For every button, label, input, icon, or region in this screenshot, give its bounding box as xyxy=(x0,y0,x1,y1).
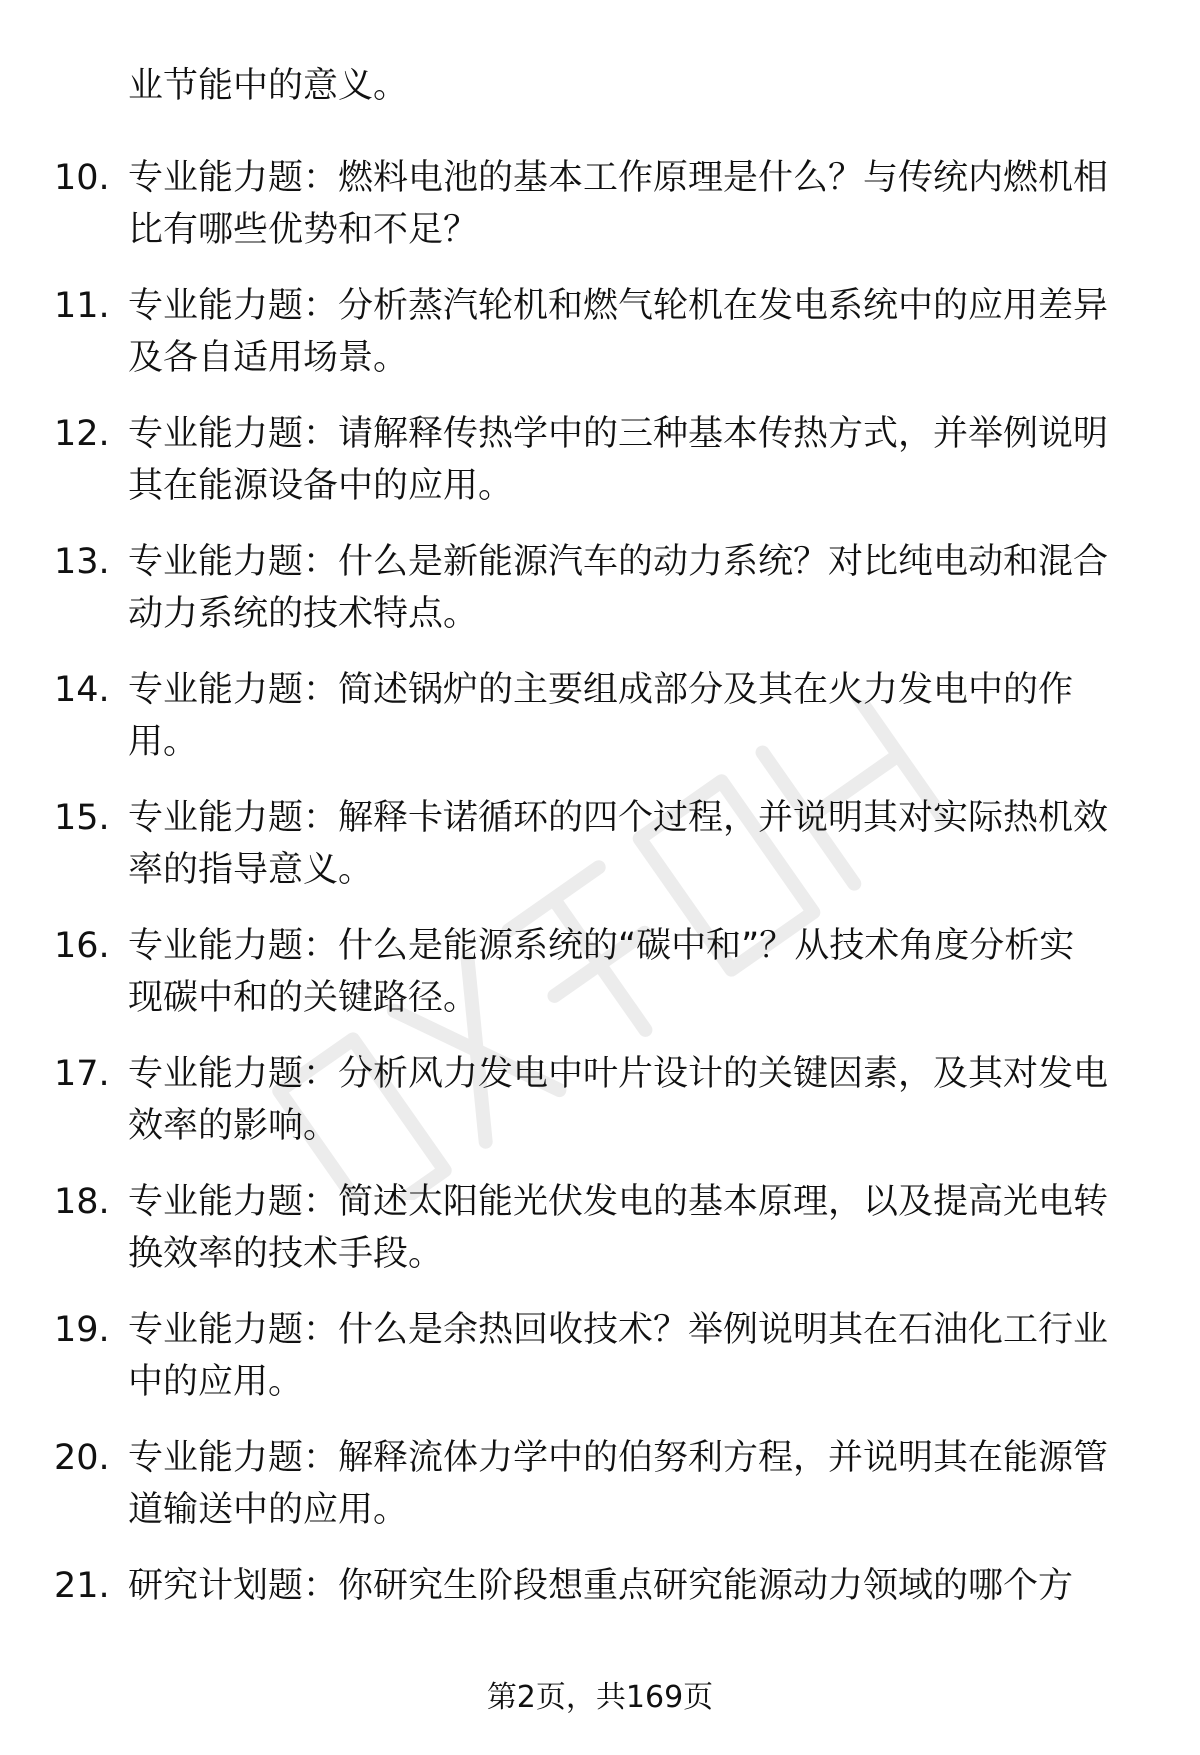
question-text xyxy=(128,1560,1138,1612)
question-item xyxy=(0,1048,1200,1176)
question-list xyxy=(0,152,1200,1688)
question-number: 20. xyxy=(54,1438,110,1478)
question-number: 13. xyxy=(54,542,110,582)
question-number: 15. xyxy=(54,798,110,838)
question-text xyxy=(128,536,1138,640)
question-item xyxy=(0,664,1200,792)
question-line: 现碳中和的关键路径。 xyxy=(128,978,479,1018)
question-number: 21. xyxy=(54,1566,110,1606)
question-line: 专业能力题：什么是能源系统的“碳中和”？从技术角度分析实 xyxy=(128,926,1075,966)
continuation-text: 业节能中的意义。 xyxy=(128,66,409,106)
question-line: 专业能力题：什么是新能源汽车的动力系统？对比纯电动和混合 xyxy=(128,542,1109,582)
question-line: 比有哪些优势和不足？ xyxy=(128,210,479,250)
page-footer: 第2页，共169页 xyxy=(486,1680,714,1715)
question-item xyxy=(0,408,1200,536)
question-text xyxy=(128,920,1138,1024)
question-line: 道输送中的应用。 xyxy=(128,1490,409,1530)
question-item xyxy=(0,1560,1200,1688)
question-item xyxy=(0,920,1200,1048)
question-text xyxy=(128,1304,1138,1408)
question-text xyxy=(128,1048,1138,1152)
question-line: 专业能力题：解释卡诺循环的四个过程，并说明其对实际热机效 xyxy=(128,798,1109,838)
question-line: 中的应用。 xyxy=(128,1362,304,1402)
question-line: 用。 xyxy=(128,722,199,762)
question-number: 11. xyxy=(54,286,110,326)
question-item xyxy=(0,152,1200,280)
question-line: 专业能力题：简述锅炉的主要组成部分及其在火力发电中的作 xyxy=(128,670,1074,710)
question-text xyxy=(128,408,1138,512)
question-line: 专业能力题：分析风力发电中叶片设计的关键因素，及其对发电 xyxy=(128,1054,1109,1094)
question-line: 专业能力题：解释流体力学中的伯努利方程，并说明其在能源管 xyxy=(128,1438,1109,1478)
question-line: 率的指导意义。 xyxy=(128,850,374,890)
question-line: 研究计划题：你研究生阶段想重点研究能源动力领域的哪个方 xyxy=(128,1566,1074,1606)
question-line: 专业能力题：燃料电池的基本工作原理是什么？与传统内燃机相 xyxy=(128,158,1109,198)
question-line: 专业能力题：简述太阳能光伏发电的基本原理，以及提高光电转 xyxy=(128,1182,1109,1222)
question-item xyxy=(0,792,1200,920)
question-line: 其在能源设备中的应用。 xyxy=(128,466,514,506)
question-line: 专业能力题：什么是余热回收技术？举例说明其在石油化工行业 xyxy=(128,1310,1109,1350)
question-number: 14. xyxy=(54,670,110,710)
question-number: 18. xyxy=(54,1182,110,1222)
question-text xyxy=(128,1176,1138,1280)
question-number: 17. xyxy=(54,1054,110,1094)
question-number: 16. xyxy=(54,926,110,966)
question-line: 换效率的技术手段。 xyxy=(128,1234,444,1274)
question-number: 10. xyxy=(54,158,110,198)
question-item xyxy=(0,280,1200,408)
question-item xyxy=(0,1432,1200,1560)
question-number: 12. xyxy=(54,414,110,454)
question-number: 19. xyxy=(54,1310,110,1350)
question-text xyxy=(128,664,1138,768)
question-line: 及各自适用场景。 xyxy=(128,338,409,378)
question-item xyxy=(0,1176,1200,1304)
question-line: 专业能力题：分析蒸汽轮机和燃气轮机在发电系统中的应用差异 xyxy=(128,286,1109,326)
question-item xyxy=(0,536,1200,664)
question-text xyxy=(128,1432,1138,1536)
question-line: 专业能力题：请解释传热学中的三种基本传热方式，并举例说明 xyxy=(128,414,1109,454)
question-text xyxy=(128,280,1138,384)
question-line: 效率的影响。 xyxy=(128,1106,339,1146)
question-text xyxy=(128,792,1138,896)
question-item xyxy=(0,1304,1200,1432)
question-text xyxy=(128,152,1138,256)
question-line: 动力系统的技术特点。 xyxy=(128,594,479,634)
